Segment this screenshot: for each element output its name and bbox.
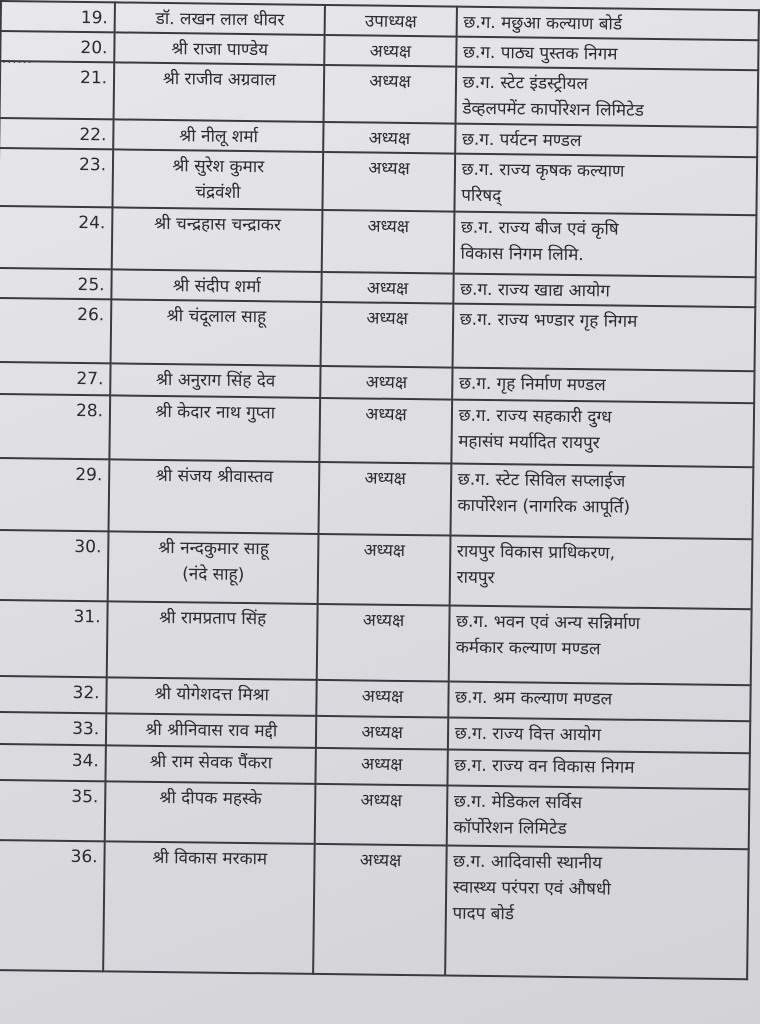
post-cell xyxy=(322,272,454,304)
organization-cell xyxy=(445,846,749,980)
post-text: अध्यक्ष xyxy=(360,754,403,775)
serial-number-text: 27. xyxy=(76,368,104,390)
organization-line: छ.ग. आदिवासी स्थानीय xyxy=(453,851,603,874)
person-name-line: श्री सुरेश कुमार xyxy=(172,156,265,178)
person-name-cell xyxy=(109,459,320,534)
table-row xyxy=(0,530,752,609)
person-name-line: चंद्रवंशी xyxy=(195,182,241,203)
post-cell xyxy=(320,398,452,464)
table-row xyxy=(0,394,754,467)
person-name-cell xyxy=(115,2,326,35)
post-cell xyxy=(314,844,447,976)
post-cell xyxy=(316,716,448,750)
margin-dots: ...... xyxy=(2,52,33,67)
organization-line: छ.ग. पर्यटन मण्डल xyxy=(461,129,582,152)
serial-number-cell xyxy=(0,840,105,971)
organization-line: छ.ग. मछुआ कल्याण बोर्ड xyxy=(463,12,623,35)
person-name-line: श्री राजीव अग्रवाल xyxy=(162,68,276,91)
person-name-cell xyxy=(114,62,325,122)
post-cell xyxy=(318,534,450,606)
person-name-cell xyxy=(113,119,324,152)
post-text: उपाध्यक्ष xyxy=(364,11,417,33)
post-text: अध्यक्ष xyxy=(364,468,407,489)
post-text: अध्यक्ष xyxy=(365,372,408,394)
organization-line: कॉर्पोरेशन लिमिटेड xyxy=(453,817,567,839)
serial-number-cell xyxy=(0,362,111,395)
post-text: अध्यक्ष xyxy=(365,404,407,425)
person-name-cell xyxy=(110,363,321,398)
post-text: अध्यक्ष xyxy=(366,308,409,330)
organization-cell xyxy=(456,7,759,41)
serial-number-cell xyxy=(0,458,109,531)
serial-number-cell xyxy=(0,268,112,299)
person-name-line: श्री संजय श्रीवास्तव xyxy=(155,465,274,488)
serial-number-cell xyxy=(0,394,110,459)
post-text: अध्यक्ष xyxy=(361,722,403,743)
organization-line: महासंघ मर्यादित रायपुर xyxy=(458,431,600,454)
person-name-line: श्री राजा पाण्डेय xyxy=(171,39,269,61)
person-name-line: श्री चंदूलाल साहू xyxy=(166,306,267,328)
serial-number-text: 25. xyxy=(77,274,105,296)
table-row xyxy=(0,840,749,979)
person-name-line: श्री विकास मरकाम xyxy=(152,847,268,870)
serial-number-text: 21. xyxy=(79,67,108,89)
organization-cell xyxy=(452,368,755,404)
post-cell xyxy=(324,65,456,124)
person-name-cell xyxy=(107,601,318,680)
person-name-cell xyxy=(113,149,324,210)
post-cell xyxy=(315,784,447,846)
table-row xyxy=(0,148,757,215)
post-text: अध्यक्ष xyxy=(360,790,403,811)
organization-cell xyxy=(453,274,756,308)
person-name-cell xyxy=(112,207,323,272)
person-name-cell xyxy=(111,269,322,302)
serial-number-cell xyxy=(1,1,115,32)
serial-number-cell xyxy=(0,298,111,363)
organization-line: छ.ग. राज्य बीज एवं कृषि xyxy=(460,217,619,240)
organization-line: स्वास्थ्य परंपरा एवं औषधी xyxy=(452,877,611,900)
person-name-cell xyxy=(114,32,325,65)
person-name-cell xyxy=(106,745,317,784)
organization-line: छ.ग. भवन एवं अन्य सन्निर्माण xyxy=(456,611,641,634)
post-text: अध्यक्ष xyxy=(359,850,402,871)
serial-number-cell xyxy=(0,780,106,841)
serial-number-text: 24. xyxy=(78,212,106,234)
organization-line: छ.ग. राज्य वित्त आयोग xyxy=(454,723,602,746)
serial-number-text: 26. xyxy=(77,304,105,326)
post-cell xyxy=(325,5,457,37)
serial-number-cell xyxy=(0,676,107,713)
organization-line: छ.ग. श्रम कल्याण मण्डल xyxy=(455,687,613,710)
serial-number-text: 36. xyxy=(70,846,98,868)
organization-cell xyxy=(447,750,750,790)
person-name-line: श्री संदीप शर्मा xyxy=(172,276,261,298)
person-name-line: डॉ. लखन लाल धीवर xyxy=(155,8,285,31)
organization-line: छ.ग. मेडिकल सर्विस xyxy=(453,791,583,814)
serial-number-text: 19. xyxy=(80,7,109,29)
serial-number-text: 30. xyxy=(74,536,102,558)
person-name-line: श्री दीपक महस्के xyxy=(159,788,262,810)
post-text: अध्यक्ष xyxy=(368,128,411,150)
organization-cell xyxy=(453,212,756,278)
organization-cell xyxy=(448,718,751,754)
organization-line: कार्पोरेशन (नागरिक आपूर्ति) xyxy=(457,495,631,518)
post-cell xyxy=(317,680,449,718)
post-cell xyxy=(325,35,457,67)
serial-number-text: 33. xyxy=(72,718,100,740)
person-name-cell xyxy=(106,713,317,748)
person-name-cell xyxy=(106,677,317,716)
person-name-line: श्री राम सेवक पैंकरा xyxy=(149,751,273,774)
table-row xyxy=(0,600,752,685)
organization-cell xyxy=(455,67,758,128)
serial-number-text: 35. xyxy=(71,786,99,808)
organization-cell xyxy=(452,304,755,372)
organization-cell xyxy=(448,606,751,686)
person-name-line: श्री श्रीनिवास राव मद्दी xyxy=(145,719,278,742)
serial-number-text: 23. xyxy=(78,154,107,176)
serial-number-text: 34. xyxy=(71,750,99,772)
serial-number-text: 31. xyxy=(73,606,101,628)
organization-cell xyxy=(449,536,752,610)
organization-cell xyxy=(456,37,759,71)
person-name-line: श्री चन्द्रहास चन्द्राकर xyxy=(154,213,281,236)
organization-line: छ.ग. स्टेट सिविल सप्लाईज xyxy=(457,469,626,492)
organization-line: रायपुर विकास प्राधिकरण, xyxy=(456,541,616,564)
organization-line: रायपुर xyxy=(456,567,495,589)
organization-line: छ.ग. स्टेट इंडस्ट्रीयल xyxy=(462,72,589,95)
person-name-line: श्री रामप्रताप सिंह xyxy=(159,607,267,630)
organization-cell xyxy=(448,682,751,722)
table-row xyxy=(0,206,756,277)
organization-line: परिषद् xyxy=(461,185,502,207)
serial-number-text: 32. xyxy=(72,682,100,704)
person-name-line: श्री अनुराग सिंह देव xyxy=(155,369,276,392)
organization-line: पादप बोर्ड xyxy=(452,903,515,925)
organization-line: छ.ग. राज्य कृषक कल्याण xyxy=(461,159,625,182)
post-cell xyxy=(319,462,451,536)
organization-line: छ.ग. राज्य वन विकास निगम xyxy=(454,755,635,778)
person-name-cell xyxy=(108,531,319,604)
person-name-cell xyxy=(111,299,322,366)
organization-line: कर्मकार कल्याण मण्डल xyxy=(455,637,601,660)
serial-number-text: 29. xyxy=(75,464,103,486)
organization-line: डेव्हलपमेंट कार्पोरेशन लिमिटेड xyxy=(462,98,644,121)
organization-line: विकास निगम लिमि. xyxy=(460,243,584,266)
serial-number-text: 22. xyxy=(79,124,107,146)
organization-cell xyxy=(450,464,753,540)
serial-number-text: 28. xyxy=(75,400,104,422)
organization-cell xyxy=(451,400,754,468)
organization-cell xyxy=(446,786,749,850)
table-row xyxy=(0,780,749,849)
post-text: अध्यक्ष xyxy=(367,216,410,238)
organization-cell xyxy=(455,124,758,158)
organization-cell xyxy=(454,154,757,216)
post-cell xyxy=(323,152,455,212)
post-text: अध्यक्ष xyxy=(363,540,406,561)
person-name-cell xyxy=(103,841,315,974)
table-row xyxy=(0,61,758,127)
person-name-line: श्री नन्दकुमार साहू xyxy=(158,537,269,560)
serial-number-cell xyxy=(0,148,113,207)
post-cell xyxy=(316,748,448,786)
table-row xyxy=(0,458,753,539)
post-cell xyxy=(322,210,454,274)
person-name-cell xyxy=(105,781,316,844)
organization-line: छ.ग. राज्य सहकारी दुग्ध xyxy=(458,405,612,428)
organization-line: छ.ग. पाठ्य पुस्तक निगम xyxy=(462,42,618,65)
serial-number-cell xyxy=(0,600,108,677)
organization-line: छ.ग. राज्य भण्डार गृह निगम xyxy=(459,309,638,332)
serial-number-cell xyxy=(0,61,114,119)
person-name-line: (नंदे साहू) xyxy=(182,564,245,586)
person-name-line: श्री योगेशदत्त मिश्रा xyxy=(154,683,270,706)
post-text: अध्यक्ष xyxy=(369,41,412,63)
serial-number-cell xyxy=(0,206,113,269)
post-cell xyxy=(321,302,453,368)
serial-number-cell xyxy=(0,744,106,781)
post-cell xyxy=(324,122,456,154)
person-name-line: श्री केदार नाथ गुप्ता xyxy=(155,401,276,424)
post-cell xyxy=(317,604,449,682)
organization-line: छ.ग. गृह निर्माण मण्डल xyxy=(458,373,606,396)
serial-number-cell xyxy=(0,530,109,601)
person-name-line: श्री नीलू शर्मा xyxy=(179,126,259,148)
serial-number-cell xyxy=(0,118,114,149)
post-text: अध्यक्ष xyxy=(369,71,411,93)
table-row xyxy=(0,298,755,371)
person-name-cell xyxy=(109,395,320,462)
post-text: अध्यक्ष xyxy=(366,278,409,300)
post-text: अध्यक्ष xyxy=(368,158,410,180)
post-cell xyxy=(321,366,453,400)
post-text: अध्यक्ष xyxy=(362,610,405,631)
organization-line: छ.ग. राज्य खाद्य आयोग xyxy=(460,279,610,302)
serial-number-cell xyxy=(0,712,106,745)
post-text: अध्यक्ष xyxy=(361,686,404,707)
serial-number-text: 20. xyxy=(80,37,108,59)
serial-number-cell xyxy=(0,31,114,62)
